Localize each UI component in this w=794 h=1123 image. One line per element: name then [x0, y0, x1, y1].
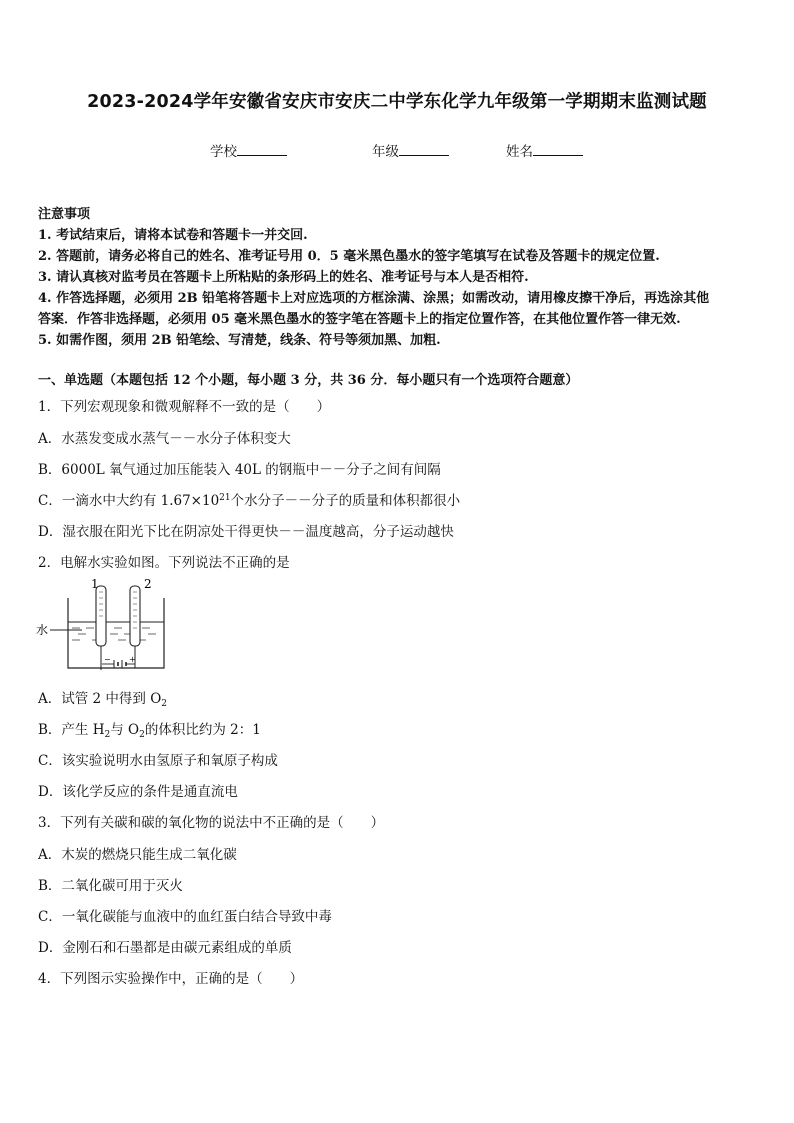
tube-2-label: 2 — [144, 578, 152, 591]
question-2-option-d[interactable]: D．该化学反应的条件是通直流电 — [38, 784, 238, 800]
subscript: 2 — [104, 730, 111, 740]
subscript: 2 — [161, 699, 168, 709]
question-2-stem: 2．电解水实验如图。下列说法不正确的是 — [38, 555, 290, 571]
option-c-text: C．一滴水中大约有 1.67×10 — [38, 493, 220, 509]
option-b-text: B．产生 H — [38, 722, 105, 738]
option-c-text-rest: 个水分子－－分子的质量和体积都很小 — [230, 493, 461, 509]
svg-text:+: + — [129, 655, 136, 664]
name-field[interactable] — [506, 140, 583, 160]
question-1-stem: 1．下列宏观现象和微观解释不一致的是（ ） — [38, 399, 331, 415]
question-1-option-c[interactable] — [38, 489, 460, 509]
notice-item: 3. 请认真核对监考员在答题卡上所粘贴的条形码上的姓名、准考证号与本人是否相符. — [38, 270, 529, 285]
school-field[interactable] — [210, 140, 287, 160]
option-a-text: A．试管 2 中得到 O — [38, 691, 162, 707]
question-3-option-b[interactable]: B．二氧化碳可用于灭火 — [38, 878, 183, 894]
school-blank[interactable] — [237, 142, 287, 156]
notice-heading: 注意事项 — [38, 207, 91, 222]
question-4-stem: 4．下列图示实验操作中，正确的是（ ） — [38, 971, 304, 987]
subscript: 2 — [139, 730, 145, 740]
question-3-option-c[interactable]: C．一氧化碳能与血液中的血红蛋白结合导致中毒 — [38, 909, 332, 925]
question-1-option-a[interactable]: A．水蒸发变成水蒸气－－水分子体积变大 — [38, 431, 291, 447]
page-title: 2023-2024学年安徽省安庆市安庆二中学东化学九年级第一学期期末监测试题 — [87, 92, 707, 112]
option-b-text-mid: 与 O — [110, 722, 140, 738]
notice-item: 5. 如需作图，须用 2B 铅笔绘、写清楚，线条、符号等须加黑、加粗. — [38, 333, 441, 348]
electrolysis-diagram — [34, 578, 184, 674]
question-3-option-d[interactable]: D．金刚石和石墨都是由碳元素组成的单质 — [38, 940, 292, 956]
notice-item: 1. 考试结束后，请将本试卷和答题卡一并交回. — [38, 228, 308, 243]
name-label: 姓名 — [506, 144, 533, 160]
svg-text:−: − — [104, 655, 111, 664]
question-2-option-c[interactable]: C．该实验说明水由氢原子和氧原子构成 — [38, 753, 278, 769]
question-1-option-d[interactable]: D．湿衣服在阳光下比在阴凉处干得更快－－温度越高，分子运动越快 — [38, 524, 454, 540]
grade-field[interactable] — [372, 140, 449, 160]
notice-item: 4. 作答选择题，必须用 2B 铅笔将答题卡上对应选项的方框涂满、涂黑；如需改动，请用橡皮擦干净后，再选涂其他 — [38, 291, 710, 306]
question-2-option-a[interactable] — [38, 687, 167, 709]
school-label: 学校 — [210, 144, 237, 160]
water-label: 水 — [36, 623, 49, 637]
notice-item: 2. 答题前，请务必将自己的姓名、准考证号用 0．5 毫米黑色墨水的签字笔填写在试卷及答题卡的规定位置. — [38, 249, 660, 264]
name-blank[interactable] — [533, 142, 583, 156]
question-3-stem: 3．下列有关碳和碳的氧化物的说法中不正确的是（ ） — [38, 815, 385, 831]
exponent: 21 — [219, 493, 231, 503]
section-heading: 一、单选题（本题包括 12 个小题，每小题 3 分，共 36 分．每小题只有一个选项符合题意） — [38, 373, 579, 388]
question-3-option-a[interactable]: A．木炭的燃烧只能生成二氧化碳 — [38, 847, 237, 863]
option-b-text-rest: 的体积比约为 2：1 — [144, 722, 261, 738]
notice-item: 答案．作答非选择题，必须用 05 毫米黑色墨水的签字笔在答题卡上的指定位置作答，在其他位置作答一律无效. — [38, 312, 681, 327]
grade-blank[interactable] — [399, 142, 449, 156]
question-2-option-b[interactable] — [38, 718, 261, 740]
question-1-option-b[interactable]: B．6000L 氧气通过加压能装入 40L 的钢瓶中－－分子之间有间隔 — [38, 462, 441, 478]
grade-label: 年级 — [372, 144, 399, 160]
tube-1-label: 1 — [91, 578, 99, 591]
